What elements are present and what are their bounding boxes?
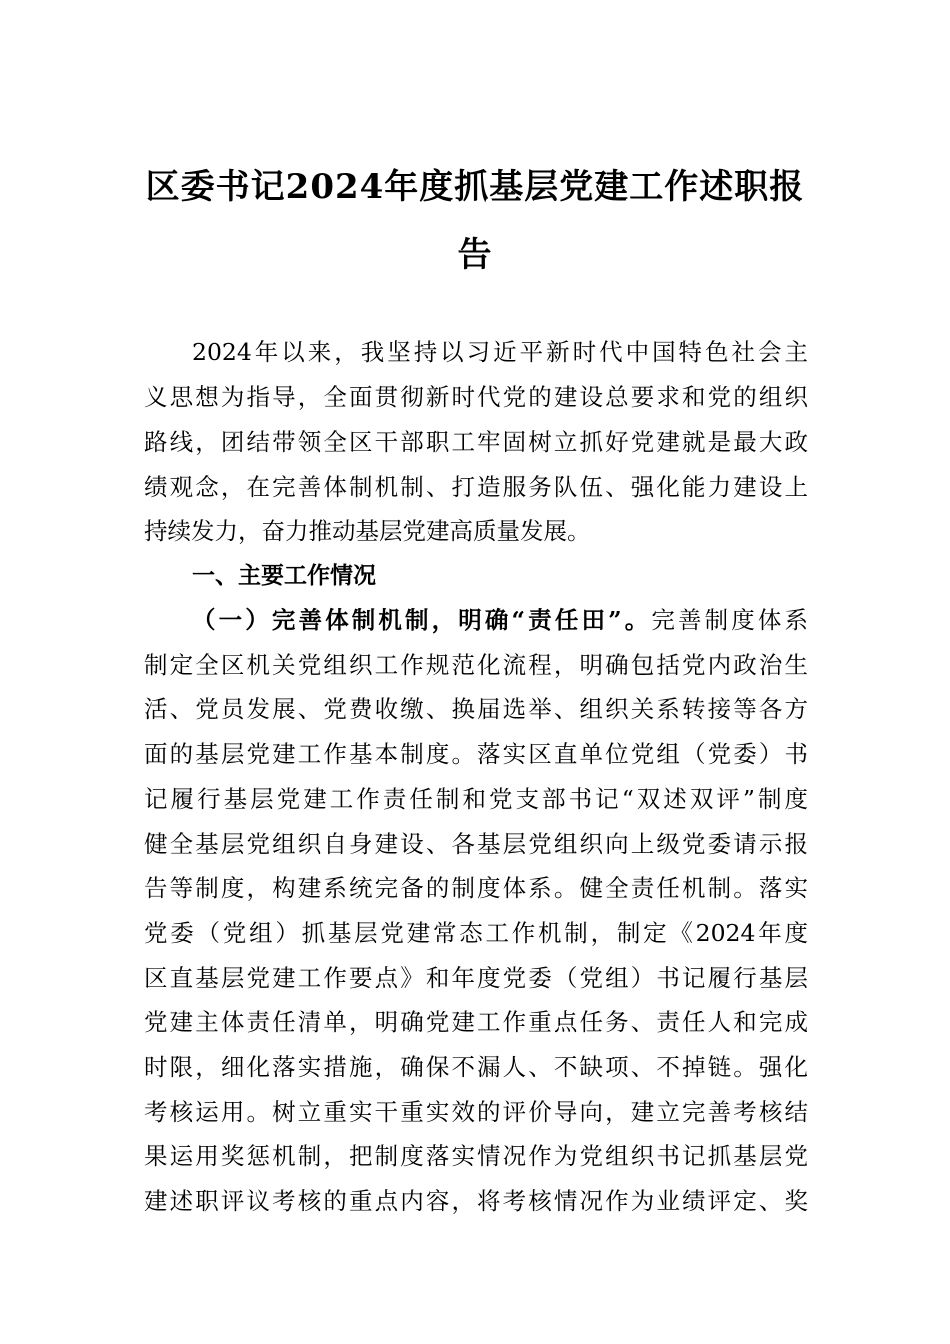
- subsection-heading: （一）完善体制机制，明确“责任田”。: [192, 606, 652, 634]
- section-heading: 一、主要工作情况: [192, 563, 376, 589]
- body-line: 记履行基层党建工作责任制和党支部书记“双述双评”制度: [144, 785, 808, 813]
- body-line: 健全基层党组织自身建设、各基层党组织向上级党委请示报: [144, 830, 808, 858]
- intro-paragraph-line: 绩观念，在完善体制机制、打造服务队伍、强化能力建设上: [144, 473, 808, 501]
- subsection-first-line: [192, 600, 808, 640]
- document-title-line-1: 区委书记2024年度抓基层党建工作述职报: [145, 167, 805, 207]
- intro-paragraph-line: 义思想为指导，全面贯彻新时代党的建设总要求和党的组织: [144, 383, 808, 411]
- body-line: 告等制度，构建系统完备的制度体系。健全责任机制。落实: [144, 874, 808, 902]
- body-line: 区直基层党建工作要点》和年度党委（党组）书记履行基层: [144, 964, 808, 992]
- intro-paragraph-line: 路线，团结带领全区干部职工牢固树立抓好党建就是最大政: [144, 428, 808, 456]
- subsection-text: 完善制度体系: [651, 606, 808, 634]
- body-line: 活、党员发展、党费收缴、换届选举、组织关系转接等各方: [144, 695, 808, 723]
- intro-paragraph-line: 2024年以来，我坚持以习近平新时代中国特色社会主: [192, 338, 808, 366]
- body-line: 考核运用。树立重实干重实效的评价导向，建立完善考核结: [144, 1098, 808, 1126]
- document-title-line-2: 告: [457, 235, 493, 275]
- body-line: 制定全区机关党组织工作规范化流程，明确包括党内政治生: [144, 651, 808, 679]
- body-line: 面的基层党建工作基本制度。落实区直单位党组（党委）书: [144, 740, 808, 768]
- body-line: 党建主体责任清单，明确党建工作重点任务、责任人和完成: [144, 1008, 808, 1036]
- body-line: 建述职评议考核的重点内容，将考核情况作为业绩评定、奖: [144, 1187, 808, 1215]
- body-line: 党委（党组）抓基层党建常态工作机制，制定《2024年度: [144, 919, 808, 947]
- body-line: 时限，细化落实措施，确保不漏人、不缺项、不掉链。强化: [144, 1053, 808, 1081]
- body-line: 果运用奖惩机制，把制度落实情况作为党组织书记抓基层党: [144, 1142, 808, 1170]
- intro-paragraph-line: 持续发力，奋力推动基层党建高质量发展。: [144, 517, 591, 545]
